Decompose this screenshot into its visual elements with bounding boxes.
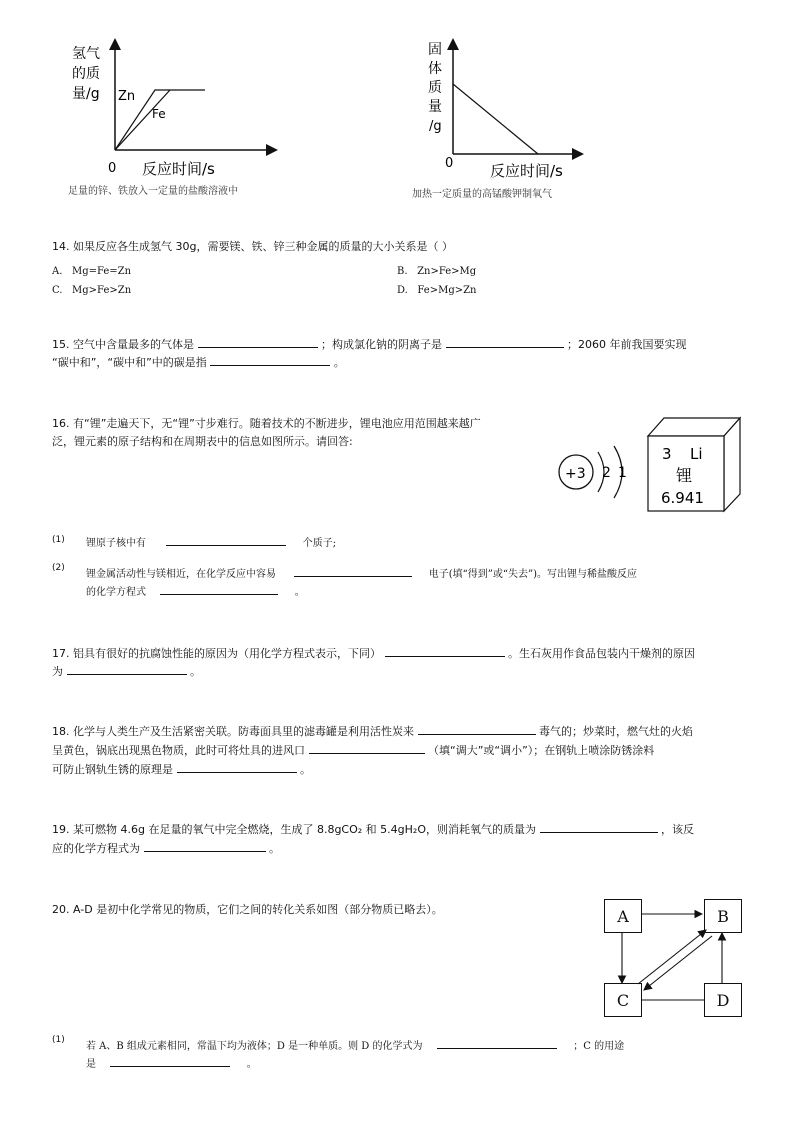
q15-part3: ；2060 年前我国要实现 — [567, 338, 687, 351]
graph-kmno4-solid-mass — [418, 36, 588, 182]
q15-part1: 15. 空气中含量最多的气体是 — [52, 338, 194, 351]
node-a: A — [604, 899, 642, 933]
q20-blank-use[interactable] — [110, 1053, 230, 1067]
q19-part1: 19. 某可燃物 4.6g 在足量的氧气中完全燃烧，生成了 8.8gCO₂ 和 5.4gH₂O，则消耗氧气的质量为 — [52, 823, 536, 836]
graph1-caption: 足量的锌、铁放入一定量的盐酸溶液中 — [68, 186, 238, 197]
arrow-b-to-c — [644, 936, 712, 990]
q14-option-c[interactable] — [52, 281, 131, 301]
q20-sub1-b: ；C 的用途 — [573, 1041, 625, 1052]
element-number: 3 — [662, 445, 672, 463]
q18-part5: 可防止钢轨生锈的原理是 — [52, 763, 173, 776]
graph1-origin: 0 — [108, 161, 117, 176]
q17-part3: 为 — [52, 665, 63, 678]
q19-part4: 。 — [269, 842, 280, 855]
q16-sub2-c: 的化学方程式 — [86, 587, 146, 598]
q15-part2: ；构成氯化钠的阴离子是 — [321, 338, 442, 351]
q16-blank-protons[interactable] — [166, 532, 286, 546]
q18-line2 — [52, 740, 654, 761]
q15-blank-3[interactable] — [210, 352, 330, 366]
q18-blank-1[interactable] — [418, 721, 536, 735]
graph2-y-label-3: 质 — [428, 80, 442, 96]
q19-blank-2[interactable] — [144, 838, 266, 852]
lithium-nucleus-charge: +3 — [565, 466, 586, 482]
q18-blank-2[interactable] — [309, 740, 425, 754]
q18-part1: 18. 化学与人类生产及生活紧密关联。防毒面具里的滤毒罐是利用活性炭来 — [52, 725, 414, 738]
q16-sub1-a: 锂原子核中有 — [86, 538, 146, 549]
element-symbol: Li — [690, 445, 703, 463]
q18-line3 — [52, 759, 311, 780]
lithium-element-cell — [640, 414, 744, 514]
lithium-shell-2-count: 1 — [618, 465, 627, 481]
q20-sub1-num: (1) — [52, 1035, 65, 1045]
graph2-caption: 加热一定质量的高锰酸钾制氧气 — [412, 189, 552, 200]
q17-blank-1[interactable] — [385, 643, 505, 657]
q17-blank-2[interactable] — [67, 661, 187, 675]
q17-part2: 。生石灰用作食品包装内干燥剂的原因 — [508, 647, 695, 660]
q16-sub2-b: 电子(填“得到”或“失去”)。写出锂与稀盐酸反应 — [428, 569, 638, 580]
q18-part3: 呈黄色，锅底出现黑色物质，此时可将灶具的进风口 — [52, 744, 305, 757]
q20-sub1-d: 。 — [246, 1059, 257, 1070]
q16-sub1 — [52, 530, 65, 550]
graph1-y-label-2: 的质 — [72, 66, 100, 82]
q16-line2: 泛，锂元素的原子结构和在周期表中的信息如图所示。请回答: — [52, 435, 353, 448]
q14-option-a-text: Mg=Fe=Zn — [71, 266, 132, 277]
q16-sub1-b: 个质子; — [302, 538, 337, 549]
q14-option-d-letter: D. — [397, 285, 408, 296]
q15-blank-1[interactable] — [198, 334, 318, 348]
q18-part6: 。 — [300, 763, 311, 776]
q14-option-c-letter: C. — [52, 285, 63, 296]
q15-part5: 。 — [333, 356, 345, 369]
arrow-c-to-b — [638, 930, 706, 984]
node-b: B — [704, 899, 742, 933]
graph1-fe-label: Fe — [152, 107, 166, 121]
q16-line1: 16. 有“锂”走遍天下，无“锂”寸步难行。随着技术的不断进步，锂电池应用范围越来越广 — [52, 417, 481, 430]
q18-part4: （填“调大”或“调小”）；在钢轨上喷涂防锈涂料 — [428, 744, 655, 757]
q20-blank-formula[interactable] — [437, 1035, 557, 1049]
q14-option-b-text: Zn>Fe>Mg — [417, 266, 477, 277]
q15-blank-2[interactable] — [446, 334, 564, 348]
q20-sub1-line2 — [86, 1053, 257, 1075]
q19-line1 — [52, 819, 694, 840]
graph2-y-label-1: 固 — [428, 42, 442, 58]
q14-option-c-text: Mg>Fe>Zn — [72, 285, 132, 296]
graph1-y-label-1: 氢气 — [72, 46, 100, 62]
q20-stem: 20. A-D 是初中化学常见的物质，它们之间的转化关系如图（部分物质已略去）。 — [52, 903, 443, 916]
q20-sub1-c: 是 — [86, 1059, 96, 1070]
q18-part2: 毒气的；炒菜时，燃气灶的火焰 — [539, 725, 693, 738]
q14-option-a[interactable] — [52, 262, 131, 282]
graph2-line — [453, 84, 538, 154]
graph-zn-fe-hydrogen — [60, 38, 280, 178]
graph1-zn-label: Zn — [118, 89, 136, 104]
graph2-y-label-4: 量 — [428, 99, 442, 115]
q19-part3: 应的化学方程式为 — [52, 842, 140, 855]
q16-sub2 — [52, 558, 65, 578]
graph2-y-label-5: /g — [429, 119, 442, 134]
q16-sub1-line — [86, 532, 336, 554]
q17-line2 — [52, 661, 201, 682]
q16-sub2-num: (2) — [52, 563, 65, 573]
node-c: C — [604, 983, 642, 1017]
q17-part4: 。 — [190, 665, 201, 678]
q14-option-d[interactable] — [397, 281, 477, 301]
graph1-x-label: 反应时间/s — [142, 160, 215, 178]
q16-sub2-d: 。 — [294, 587, 305, 598]
q18-blank-3[interactable] — [177, 759, 297, 773]
lithium-shell-1-count: 2 — [602, 465, 611, 481]
q18-line1 — [52, 721, 693, 742]
q16-blank-equation[interactable] — [160, 581, 278, 595]
q14-stem: 14. 如果反应各生成氢气 30g，需要镁、铁、锌三种金属的质量的大小关系是（ ） — [52, 240, 453, 253]
q15-line2 — [52, 352, 345, 373]
lithium-atom-diagram — [552, 440, 632, 508]
graph2-y-label-2: 体 — [428, 61, 442, 77]
q19-line2 — [52, 838, 280, 859]
q16-blank-electrons[interactable] — [294, 563, 412, 577]
q20-sub1-a: 若 A、B 组成元素相同，常温下均为液体；D 是一种单质。则 D 的化学式为 — [86, 1041, 423, 1052]
node-d: D — [704, 983, 742, 1017]
q16-sub2-line2 — [86, 581, 305, 603]
graph2-origin: 0 — [445, 156, 454, 171]
q14-option-b[interactable] — [397, 262, 476, 282]
q14-option-d-text: Fe>Mg>Zn — [417, 285, 477, 296]
q17-part1: 17. 铝具有很好的抗腐蚀性能的原因为（用化学方程式表示，下同） — [52, 647, 381, 660]
element-name: 锂 — [676, 466, 693, 485]
q14-option-b-letter: B. — [397, 266, 408, 277]
q15-part4: “碳中和”，“碳中和”中的碳是指 — [52, 356, 207, 369]
q19-part2: ，该反 — [661, 823, 694, 836]
graph2-x-label: 反应时间/s — [490, 162, 563, 180]
q16-sub1-num: (1) — [52, 535, 65, 545]
graph1-y-label-3: 量/g — [72, 86, 100, 102]
element-mass: 6.941 — [661, 489, 704, 507]
q14-option-a-letter: A. — [52, 266, 63, 277]
q19-blank-1[interactable] — [540, 819, 658, 833]
q20-sub1 — [52, 1030, 65, 1050]
q16-sub2-a: 锂金属活动性与镁相近，在化学反应中容易 — [86, 569, 276, 580]
